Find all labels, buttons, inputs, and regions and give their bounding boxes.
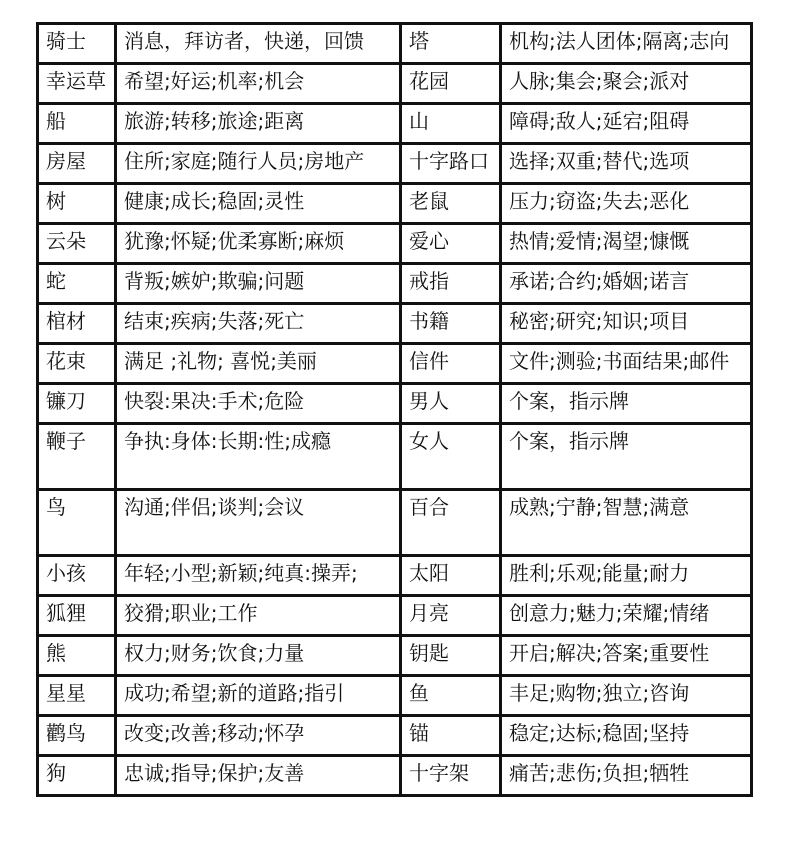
table-row — [38, 676, 752, 716]
card-name-cell: 房屋 — [38, 144, 116, 184]
table-row — [38, 24, 752, 64]
card-name-cell: 信件 — [401, 344, 501, 384]
card-name-cell: 男人 — [401, 384, 501, 424]
meaning-cell: 稳定;达标;稳固;坚持 — [501, 716, 752, 756]
meaning-cell: 背叛;嫉妒;欺骗;问题 — [116, 264, 401, 304]
card-name-cell: 老鼠 — [401, 184, 501, 224]
table-row — [38, 490, 752, 556]
card-name-cell: 十字路口 — [401, 144, 501, 184]
table-row — [38, 144, 752, 184]
table-body — [38, 24, 752, 796]
table-row — [38, 424, 752, 490]
table-row — [38, 636, 752, 676]
meaning-cell: 压力;窃盗;失去;恶化 — [501, 184, 752, 224]
card-name-cell: 戒指 — [401, 264, 501, 304]
meaning-cell: 人脉;集会;聚会;派对 — [501, 64, 752, 104]
card-name-cell: 鱼 — [401, 676, 501, 716]
meaning-cell: 秘密;研究;知识;项目 — [501, 304, 752, 344]
table-row — [38, 304, 752, 344]
card-name-cell: 太阳 — [401, 556, 501, 596]
card-name-cell: 花束 — [38, 344, 116, 384]
meaning-cell: 犹豫;怀疑;优柔寡断;麻烦 — [116, 224, 401, 264]
meaning-cell: 忠诚;指导;保护;友善 — [116, 756, 401, 796]
card-name-cell: 熊 — [38, 636, 116, 676]
meaning-cell: 个案，指示牌 — [501, 384, 752, 424]
meaning-cell: 争执:身体:长期:性;成瘾 — [116, 424, 401, 490]
meaning-cell: 成功;希望;新的道路;指引 — [116, 676, 401, 716]
meaning-cell: 文件;测验;书面结果;邮件 — [501, 344, 752, 384]
card-name-cell: 十字架 — [401, 756, 501, 796]
meaning-cell: 痛苦;悲伤;负担;牺牲 — [501, 756, 752, 796]
meaning-cell: 胜利;乐观;能量;耐力 — [501, 556, 752, 596]
card-name-cell: 钥匙 — [401, 636, 501, 676]
meaning-cell: 创意力;魅力;荣耀;情绪 — [501, 596, 752, 636]
card-name-cell: 爱心 — [401, 224, 501, 264]
meaning-cell: 旅游;转移;旅途;距离 — [116, 104, 401, 144]
table-row — [38, 264, 752, 304]
card-name-cell: 山 — [401, 104, 501, 144]
meaning-cell: 消息，拜访者，快递，回馈 — [116, 24, 401, 64]
meaning-cell: 热情;爱情;渴望;慷慨 — [501, 224, 752, 264]
table-row — [38, 596, 752, 636]
card-name-cell: 月亮 — [401, 596, 501, 636]
table-row — [38, 184, 752, 224]
meaning-cell: 障碍;敌人;延宕;阻碍 — [501, 104, 752, 144]
table-row — [38, 716, 752, 756]
meaning-cell: 沟通;伴侣;谈判;会议 — [116, 490, 401, 556]
card-name-cell: 塔 — [401, 24, 501, 64]
meaning-cell: 机构;法人团体;隔离;志向 — [501, 24, 752, 64]
table-row — [38, 344, 752, 384]
meaning-cell: 健康;成长;稳固;灵性 — [116, 184, 401, 224]
card-name-cell: 锚 — [401, 716, 501, 756]
card-name-cell: 百合 — [401, 490, 501, 556]
card-name-cell: 狐狸 — [38, 596, 116, 636]
table-row — [38, 64, 752, 104]
meaning-cell: 承诺;合约;婚姻;诺言 — [501, 264, 752, 304]
meaning-cell: 住所;家庭;随行人员;房地产 — [116, 144, 401, 184]
card-name-cell: 树 — [38, 184, 116, 224]
meaning-cell: 满足 ;礼物; 喜悦;美丽 — [116, 344, 401, 384]
meaning-cell: 年轻;小型;新颖;纯真:操弄; — [116, 556, 401, 596]
card-name-cell: 书籍 — [401, 304, 501, 344]
card-name-cell: 星星 — [38, 676, 116, 716]
card-name-cell: 云朵 — [38, 224, 116, 264]
card-name-cell: 船 — [38, 104, 116, 144]
table-row — [38, 384, 752, 424]
card-name-cell: 花园 — [401, 64, 501, 104]
card-name-cell: 鸟 — [38, 490, 116, 556]
card-name-cell: 狗 — [38, 756, 116, 796]
meaning-cell: 开启;解决;答案;重要性 — [501, 636, 752, 676]
card-name-cell: 小孩 — [38, 556, 116, 596]
meaning-cell: 选择;双重;替代;选项 — [501, 144, 752, 184]
meaning-cell: 丰足;购物;独立;咨询 — [501, 676, 752, 716]
card-name-cell: 鹳鸟 — [38, 716, 116, 756]
meaning-cell: 狡猾;职业;工作 — [116, 596, 401, 636]
card-name-cell: 棺材 — [38, 304, 116, 344]
table-row — [38, 224, 752, 264]
meaning-cell: 成熟;宁静;智慧;满意 — [501, 490, 752, 556]
table-row — [38, 756, 752, 796]
card-name-cell: 蛇 — [38, 264, 116, 304]
card-name-cell: 鞭子 — [38, 424, 116, 490]
meaning-cell: 权力;财务;饮食;力量 — [116, 636, 401, 676]
card-name-cell: 女人 — [401, 424, 501, 490]
meaning-cell: 结束;疾病;失落;死亡 — [116, 304, 401, 344]
meaning-cell: 快裂:果决:手术;危险 — [116, 384, 401, 424]
meaning-cell: 改变;改善;移动;怀孕 — [116, 716, 401, 756]
card-name-cell: 骑士 — [38, 24, 116, 64]
table-row — [38, 556, 752, 596]
meaning-cell: 个案，指示牌 — [501, 424, 752, 490]
card-name-cell: 幸运草 — [38, 64, 116, 104]
meaning-cell: 希望;好运;机率;机会 — [116, 64, 401, 104]
card-meanings-table — [36, 22, 753, 797]
card-name-cell: 镰刀 — [38, 384, 116, 424]
table-row — [38, 104, 752, 144]
